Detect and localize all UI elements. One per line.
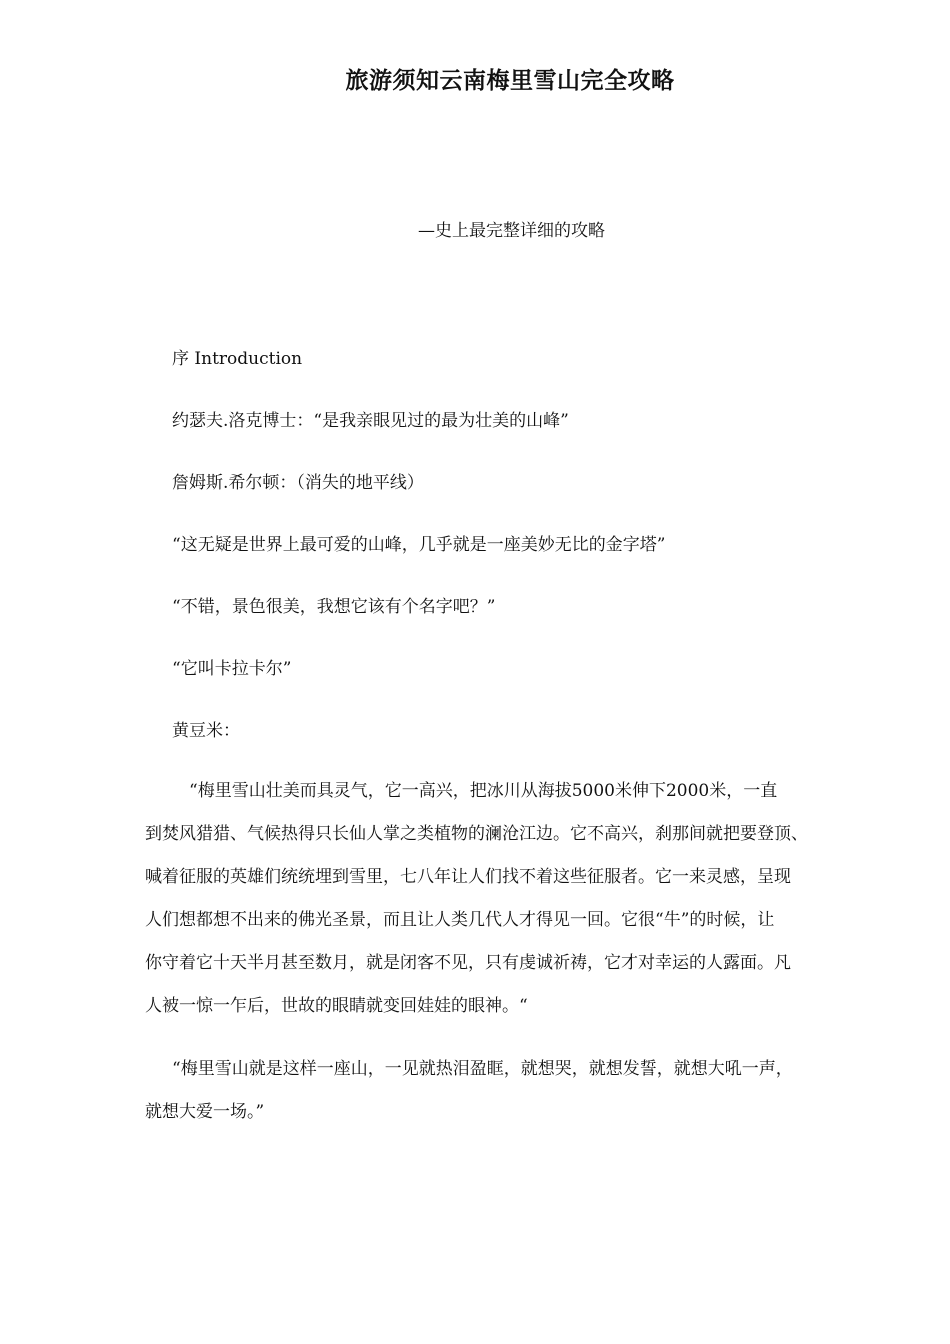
- quote-line: “这无疑是世界上最可爱的山峰，几乎就是一座美妙无比的金字塔”: [172, 535, 666, 555]
- quote-line-hilton: 詹姆斯.希尔顿：（消失的地平线）: [172, 473, 424, 493]
- author-line-huangdoumi: 黄豆米：: [172, 721, 240, 741]
- paragraph-line: 人们想都想不出来的佛光圣景，而且让人类几代人才得见一回。它很“牛”的时候，让: [145, 910, 775, 930]
- paragraph-line: 你守着它十天半月甚至数月，就是闭客不见，只有虔诚祈祷，它才对幸运的人露面。凡: [145, 953, 791, 973]
- paragraph-line: 到焚风猎猎、气候热得只长仙人掌之类植物的澜沧江边。它不高兴，刹那间就把要登顶、: [145, 824, 808, 844]
- quote-line: “它叫卡拉卡尔”: [172, 659, 292, 679]
- body-paragraph-1: [145, 770, 885, 1028]
- paragraph-line: “梅里雪山壮美而具灵气，它一高兴，把冰川从海拔5000米伸下2000米，一直: [189, 781, 778, 801]
- paragraph-line: 就想大爱一场。”: [145, 1102, 265, 1122]
- paragraph-line: 喊着征服的英雄们统统埋到雪里，七八年让人们找不着这些征服者。它一来灵感，呈现: [145, 867, 791, 887]
- paragraph-line: “梅里雪山就是这样一座山，一见就热泪盈眶，就想哭，就想发誓，就想大吼一声，: [172, 1059, 793, 1079]
- document-subtitle: —史上最完整详细的攻略: [418, 221, 605, 241]
- paragraph-line: 人被一惊一乍后，世故的眼睛就变回娃娃的眼神。“: [145, 996, 528, 1016]
- quote-line: “不错，景色很美，我想它该有个名字吧？”: [172, 597, 496, 617]
- intro-heading: 序 Introduction: [172, 349, 303, 369]
- document-title: 旅游须知云南梅里雪山完全攻略: [345, 67, 675, 94]
- body-paragraph-2: [145, 1048, 885, 1134]
- quote-line-rock: 约瑟夫.洛克博士：“是我亲眼见过的最为壮美的山峰”: [172, 411, 569, 431]
